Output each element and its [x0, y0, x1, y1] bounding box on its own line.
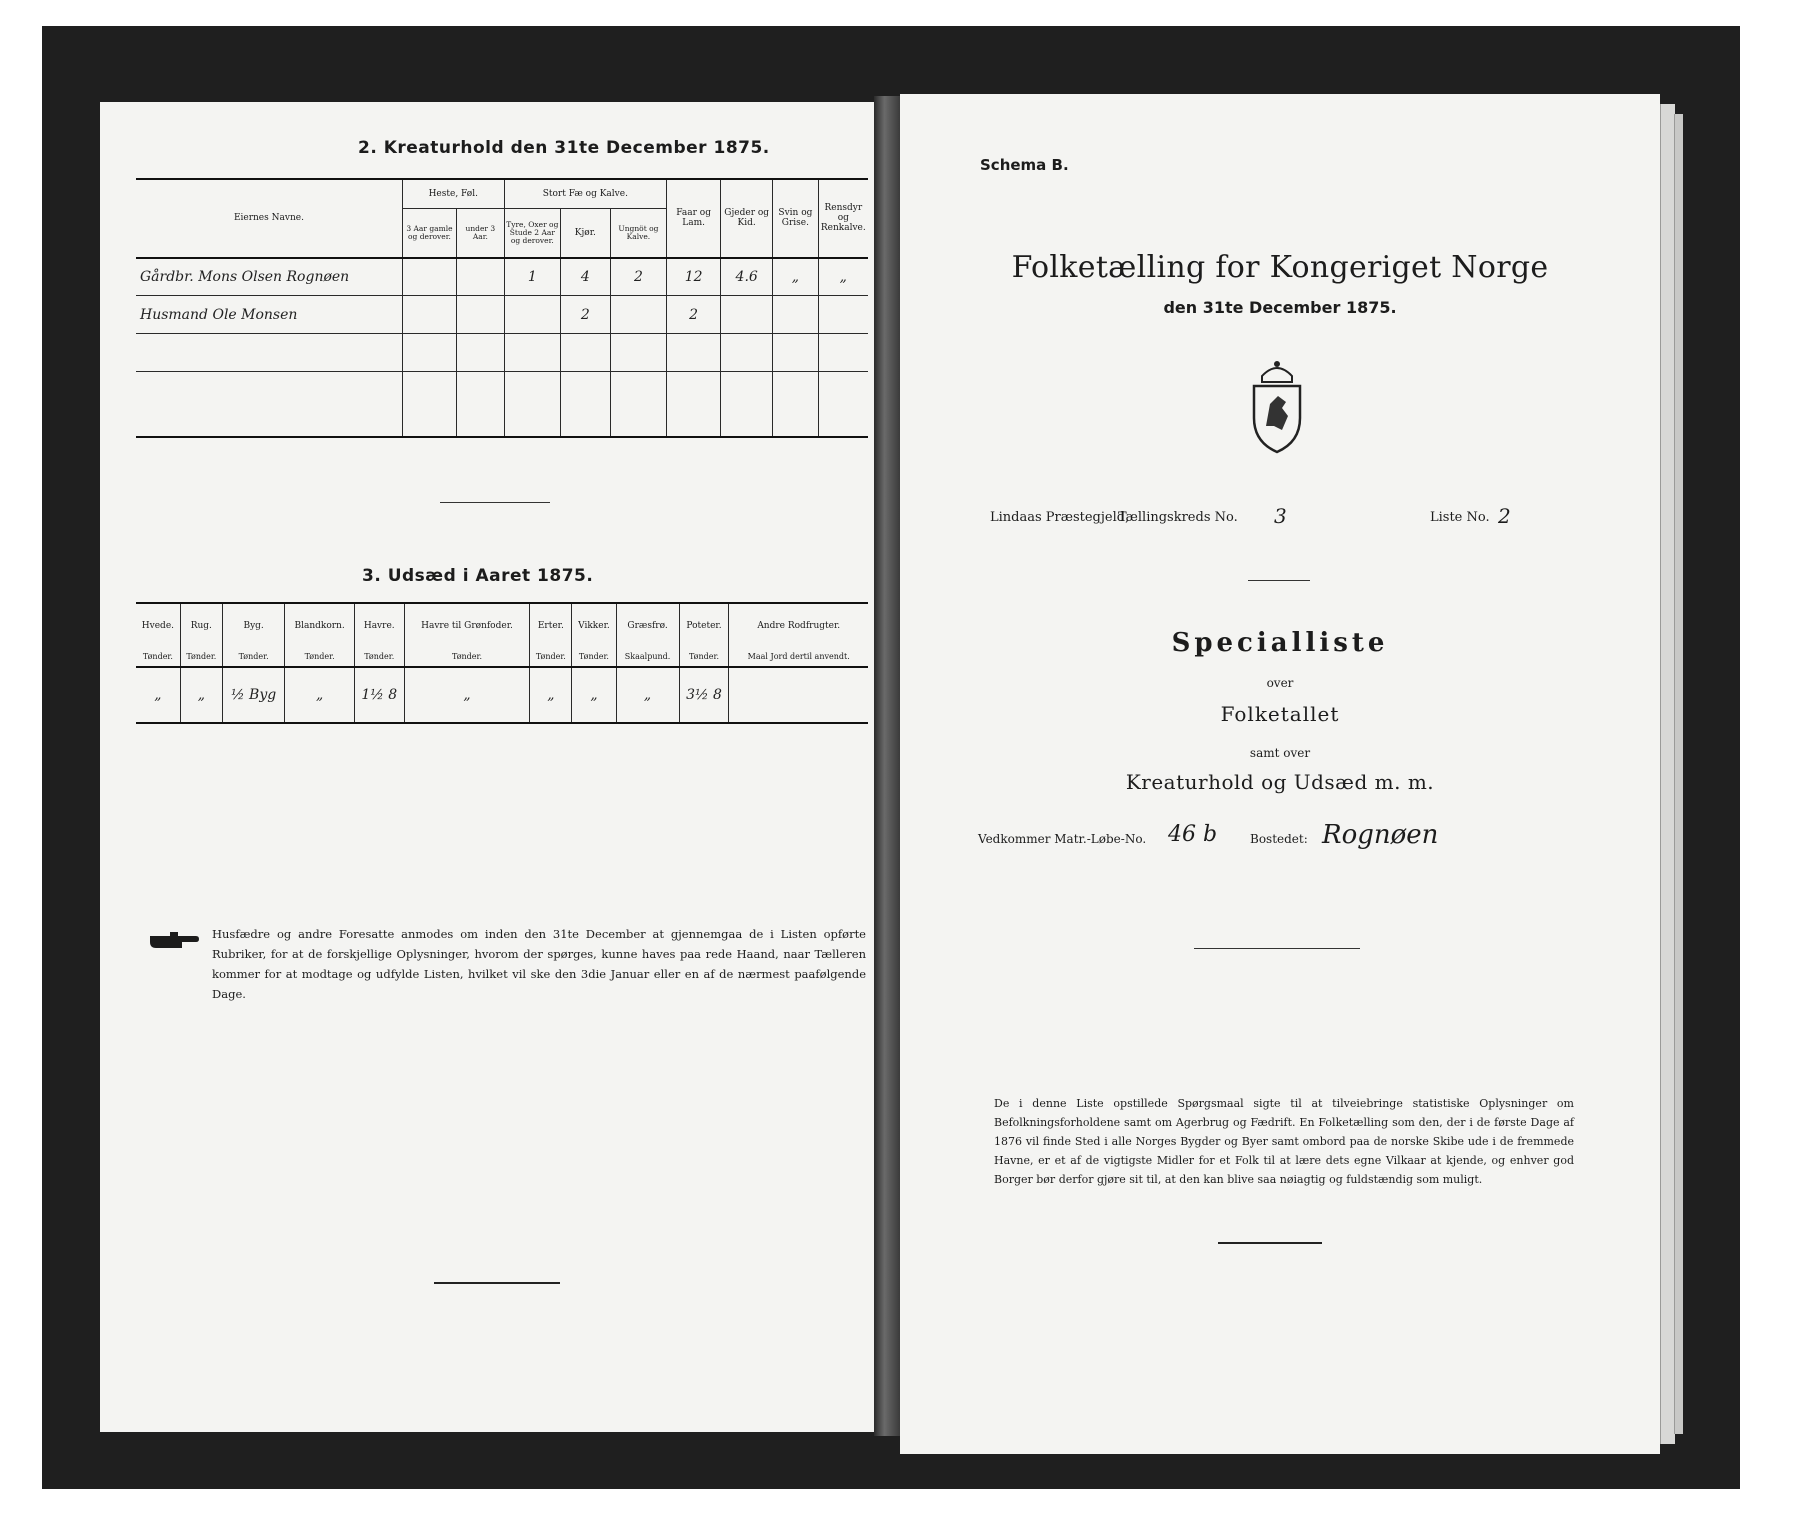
- horse-old-cell: [402, 372, 456, 437]
- district-number: 3: [1274, 504, 1287, 528]
- sowing-value-cell: 1½ 8: [354, 667, 404, 723]
- matr-number: 46 b: [1168, 822, 1218, 847]
- sowing-header-cell: Vikker.: [572, 603, 616, 647]
- pigs-cell: [773, 372, 818, 437]
- divider: [1218, 1242, 1322, 1244]
- pigs-cell: [773, 334, 818, 372]
- folketallet-text: Folketallet: [1220, 702, 1340, 726]
- sowing-unit-cell: Skaalpund.: [616, 647, 679, 667]
- horse-young-cell: [457, 296, 505, 334]
- bosted-value: Rognøen: [1322, 820, 1439, 850]
- sowing-value-cell: „: [404, 667, 530, 723]
- sowing-header-cell: Havre til Grønfoder.: [404, 603, 530, 647]
- specialliste-heading: Specialliste: [1171, 628, 1389, 658]
- oxen-cell: [504, 296, 560, 334]
- over-text: over: [1266, 676, 1294, 690]
- sowing-header-cell: Blandkorn.: [285, 603, 354, 647]
- young-cattle-cell: [610, 372, 666, 437]
- young-cattle-cell: 2: [610, 258, 666, 296]
- oxen-cell: [504, 372, 560, 437]
- notice-text: Husfædre og andre Foresatte anmodes om inden den 31te December at gjennemgaa de i Listen opførte Rubriker, for at de forskjellige Oplysninger, hvorom der spørges, kunne haves paa rede Haand, naar Tælleren kommer for at modtage og udfylde Listen, hvilket vil ske den 3die Januar eller en af de nærmest paafølgende Dage.: [212, 927, 866, 1001]
- parish-label: Lindaas Præstegjeld,: [990, 510, 1130, 525]
- divider: [1194, 948, 1360, 949]
- sowing-header-cell: Havre.: [354, 603, 404, 647]
- sowing-header-cell: Græsfrø.: [616, 603, 679, 647]
- table-row: [136, 334, 868, 372]
- livestock-title: 2. Kreaturhold den 31te December 1875.: [358, 138, 770, 158]
- young-cattle-cell: [610, 334, 666, 372]
- horse-young-cell: [457, 372, 505, 437]
- sowing-header-cell: Hvede.: [136, 603, 180, 647]
- kreaturhold-text: Kreaturhold og Udsæd m. m.: [1125, 770, 1435, 794]
- owner-name-cell: [136, 372, 402, 437]
- horses-group-header: Heste, Føl.: [402, 179, 504, 208]
- sowing-unit-cell: Tønder.: [285, 647, 354, 667]
- sowing-unit-cell: Maal Jord dertil anvendt.: [729, 647, 868, 667]
- reindeer-cell: „: [818, 258, 868, 296]
- sowing-unit-cell: Tønder.: [530, 647, 572, 667]
- book-spine: [874, 96, 900, 1436]
- pigs-header: Svin og Grise.: [773, 179, 818, 258]
- cows-cell: [560, 334, 610, 372]
- divider: [1248, 580, 1310, 581]
- list-label: Liste No.: [1430, 510, 1490, 525]
- left-page: [100, 102, 874, 1432]
- goats-cell: 4.6: [721, 258, 773, 296]
- horse-young-cell: [457, 334, 505, 372]
- horse-young-header: under 3 Aar.: [457, 208, 505, 257]
- reindeer-header: Rensdyr og Renkalve.: [818, 179, 868, 258]
- reindeer-cell: [818, 372, 868, 437]
- horse-old-cell: [402, 258, 456, 296]
- young-cattle-cell: [610, 296, 666, 334]
- goats-cell: [721, 372, 773, 437]
- goats-header: Gjeder og Kid.: [721, 179, 773, 258]
- oxen-cell: [504, 334, 560, 372]
- sowing-unit-cell: Tønder.: [404, 647, 530, 667]
- owner-name-cell: Gårdbr. Mons Olsen Rognøen: [136, 258, 402, 296]
- sowing-unit-cell: Tønder.: [136, 647, 180, 667]
- page-stack-edge: [1674, 114, 1683, 1434]
- livestock-table: [136, 178, 868, 438]
- divider: [440, 502, 550, 503]
- pigs-cell: „: [773, 258, 818, 296]
- sowing-unit-cell: Tønder.: [679, 647, 729, 667]
- sowing-value-cell: „: [285, 667, 354, 723]
- sowing-header-cell: Andre Rodfrugter.: [729, 603, 868, 647]
- sowing-value-cell: „: [136, 667, 180, 723]
- table-row: [136, 372, 868, 437]
- list-number: 2: [1498, 504, 1511, 528]
- sheep-cell: [667, 372, 721, 437]
- reindeer-cell: [818, 296, 868, 334]
- sowing-unit-cell: Tønder.: [222, 647, 285, 667]
- pointing-hand-icon: [148, 928, 200, 952]
- cows-cell: 4: [560, 258, 610, 296]
- sowing-unit-cell: Tønder.: [354, 647, 404, 667]
- samt-over-text: samt over: [1249, 746, 1311, 760]
- cows-header: Kjør.: [560, 208, 610, 257]
- oxen-cell: 1: [504, 258, 560, 296]
- sowing-value-cell: „: [616, 667, 679, 723]
- sowing-header-cell: Erter.: [530, 603, 572, 647]
- reindeer-cell: [818, 334, 868, 372]
- sowing-unit-cell: Tønder.: [180, 647, 222, 667]
- sowing-value-cell: 3½ 8: [679, 667, 729, 723]
- sowing-header-cell: Poteter.: [679, 603, 729, 647]
- census-title: Folketælling for Kongeriget Norge: [1011, 250, 1549, 285]
- page-stack-edge: [1660, 104, 1675, 1444]
- sheep-cell: 12: [667, 258, 721, 296]
- right-page: [900, 94, 1660, 1454]
- bosted-label: Bostedet:: [1250, 832, 1308, 846]
- sowing-value-cell: „: [572, 667, 616, 723]
- schema-label: Schema B.: [980, 156, 1069, 174]
- horse-old-cell: [402, 296, 456, 334]
- census-date: den 31te December 1875.: [1163, 298, 1397, 317]
- horse-old-cell: [402, 334, 456, 372]
- district-label: Tællingskreds No.: [1118, 510, 1238, 525]
- sowing-value-cell: „: [180, 667, 222, 723]
- goats-cell: [721, 334, 773, 372]
- oxen-header: Tyre, Oxer og Stude 2 Aar og derover.: [504, 208, 560, 257]
- sheep-cell: [667, 334, 721, 372]
- sowing-value-cell: „: [530, 667, 572, 723]
- sowing-unit-cell: Tønder.: [572, 647, 616, 667]
- sowing-value-cell: [729, 667, 868, 723]
- young-cattle-header: Ungnöt og Kalve.: [610, 208, 666, 257]
- cattle-group-header: Stort Fæ og Kalve.: [504, 179, 666, 208]
- table-row: [136, 258, 868, 296]
- table-row: [136, 296, 868, 334]
- owner-name-cell: Husmand Ole Monsen: [136, 296, 402, 334]
- goats-cell: [721, 296, 773, 334]
- sowing-header-cell: Byg.: [222, 603, 285, 647]
- horse-young-cell: [457, 258, 505, 296]
- sowing-title: 3. Udsæd i Aaret 1875.: [362, 566, 594, 586]
- sowing-value-cell: ½ Byg: [222, 667, 285, 723]
- owner-name-cell: [136, 334, 402, 372]
- pigs-cell: [773, 296, 818, 334]
- divider: [434, 1282, 560, 1284]
- footer-text: De i denne Liste opstillede Spørgsmaal sigte til at tilveiebringe statistiske Oplysninger om Befolkningsforholdene samt om Agerbrug og Fædrift. En Folketælling som den, der i de første Dage af 1876 vil finde Sted i alle Norges Bygder og Byer samt ombord paa de norske Skibe ude i de fremmede Havne, er et af de vigtigste Midler for et Folk til at lære dets egne Vilkaar at kjende, og enhver god Borger bør derfor gjøre sit til, at den kan blive saa nøiagtig og fuldstændig som muligt.: [994, 1097, 1574, 1186]
- owner-header: Eiernes Navne.: [136, 179, 402, 258]
- matr-label: Vedkommer Matr.-Løbe-No.: [978, 832, 1147, 846]
- sheep-header: Faar og Lam.: [667, 179, 721, 258]
- sowing-table: [136, 602, 868, 724]
- cows-cell: 2: [560, 296, 610, 334]
- sheep-cell: 2: [667, 296, 721, 334]
- norway-coat-of-arms-icon: [1248, 356, 1306, 456]
- cows-cell: [560, 372, 610, 437]
- horse-old-header: 3 Aar gamle og derover.: [402, 208, 456, 257]
- sowing-header-cell: Rug.: [180, 603, 222, 647]
